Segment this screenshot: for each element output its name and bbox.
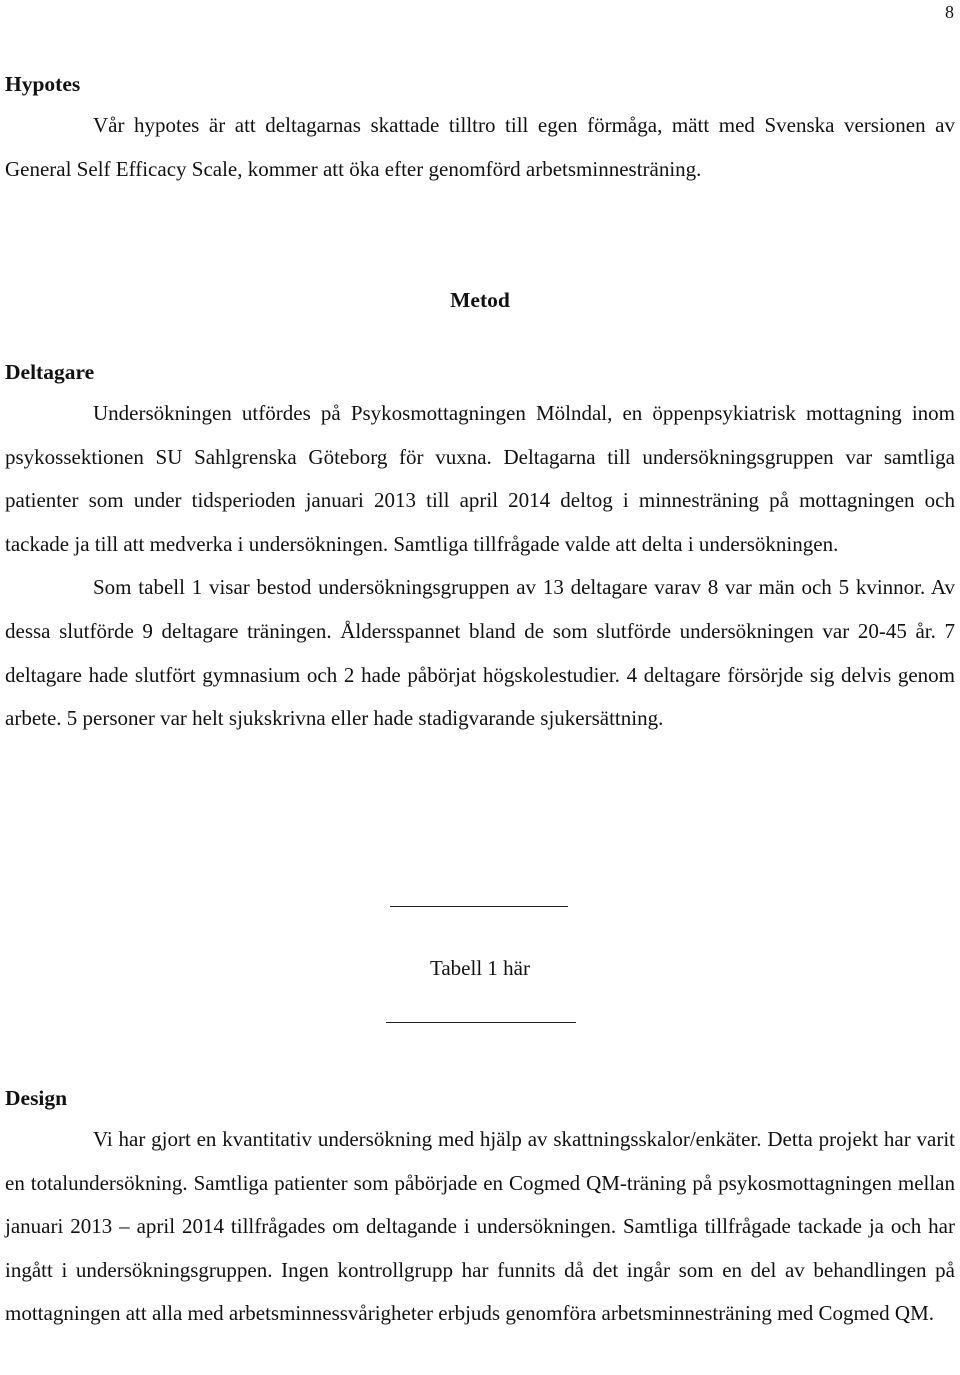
deltagare-paragraph-1: Undersökningen utfördes på Psykosmottagningen Mölndal, en öppenpsykiatrisk mottagning inom psykossektionen SU Sahlgrenska Göteborg för vuxna. Deltagarna till undersökningsgruppen var samtliga patienter som under tidsperioden januari 2013 till april 2014 deltog i minnesträning på mottagningen och tackade ja till att medverka i undersökningen. Samtliga tillfrågade valde att delta i undersökningen. — [5, 401, 955, 556]
design-heading: Design — [5, 1086, 68, 1110]
metod-heading: Metod — [450, 288, 510, 312]
deltagare-section — [5, 392, 955, 741]
table-placeholder-rule-top — [390, 906, 568, 907]
deltagare-heading: Deltagare — [5, 360, 95, 384]
design-section — [5, 1118, 955, 1336]
hypotes-heading: Hypotes — [5, 72, 81, 96]
design-paragraph: Vi har gjort en kvantitativ undersökning med hjälp av skattningsskalor/enkäter. Detta projekt har varit en totalundersökning. Samtliga patienter som påbörjade en Cogmed QM-träning på psykosmottagningen mellan januari 2013 – april 2014 tillfrågades om deltagande i undersökningen. Samtliga tillfrågade tackade ja och har ingått i undersökningsgruppen. Ingen kontrollgrupp har funnits då det ingår som en del av behandlingen på mottagningen att alla med arbetsminnessvårigheter erbjuds genomföra arbetsminnesträning med Cogmed QM. — [5, 1127, 955, 1326]
hypotes-paragraph: Vår hypotes är att deltagarnas skattade tilltro till egen förmåga, mätt med Svenska versionen av General Self Efficacy Scale, kommer att öka efter genomförd arbetsminnesträning. — [5, 113, 955, 181]
table-placeholder-label: Tabell 1 här — [430, 956, 530, 980]
deltagare-paragraph-2: Som tabell 1 visar bestod undersökningsgruppen av 13 deltagare varav 8 var män och 5 kvinnor. Av dessa slutförde 9 deltagare träningen. Åldersspannet bland de som slutförde undersökningen var 20-45 år. 7 deltagare hade slutfört gymnasium och 2 hade påbörjat högskolestudier. 4 deltagare försörjde sig delvis genom arbete. 5 personer var helt sjukskrivna eller hade stadigvarande sjukersättning. — [5, 575, 955, 731]
table-placeholder-rule-bottom — [386, 1022, 576, 1023]
hypotes-section — [5, 104, 955, 191]
page-number: 8 — [945, 2, 954, 22]
